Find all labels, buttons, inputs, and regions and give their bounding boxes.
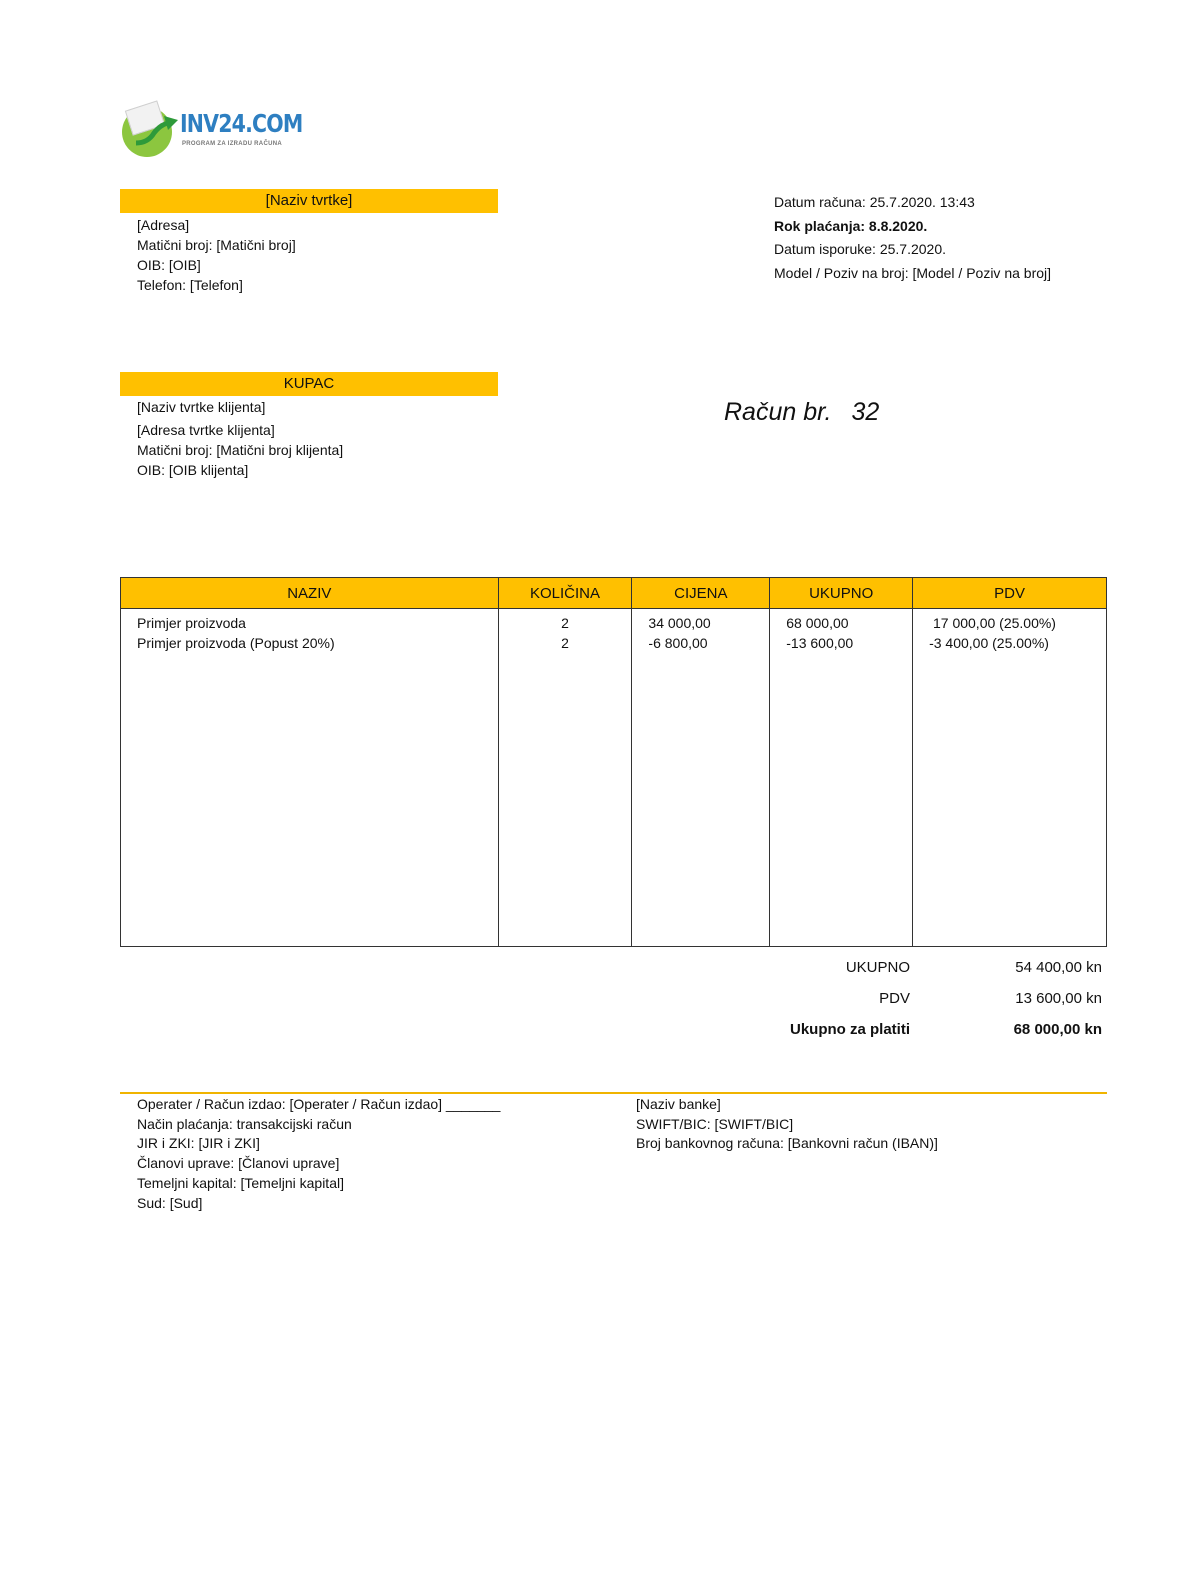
subtotal-row bbox=[700, 952, 1102, 983]
vat-value: 13 600,00 kn bbox=[1015, 990, 1102, 1007]
name-column bbox=[121, 609, 499, 947]
seller-title: [Naziv tvrtke] bbox=[120, 189, 498, 213]
item-vat: 17 000,00 (25.00%) bbox=[929, 615, 1056, 631]
items-table-header bbox=[121, 578, 1107, 609]
item-name: Primjer proizvoda (Popust 20%) bbox=[137, 635, 335, 651]
logo-tagline: PROGRAM ZA IZRADU RAČUNA bbox=[182, 141, 282, 147]
item-quantity: 2 bbox=[561, 615, 569, 631]
grand-total-row bbox=[700, 1014, 1102, 1045]
buyer-company-name: [Naziv tvrtke klijenta] bbox=[137, 399, 266, 415]
payment-method: Način plaćanja: transakcijski račun bbox=[137, 1115, 352, 1132]
footer-bank-info bbox=[636, 1095, 938, 1154]
header-vat: PDV bbox=[913, 578, 1107, 609]
seller-details bbox=[137, 215, 296, 295]
items-table-body bbox=[121, 609, 1107, 947]
item-total: -13 600,00 bbox=[786, 635, 854, 651]
grand-total-label: Ukupno za platiti bbox=[790, 1021, 910, 1038]
seller-address: [Adresa] bbox=[137, 217, 190, 233]
items-table bbox=[120, 577, 1107, 947]
payment-due-date: Rok plaćanja: 8.8.2020. bbox=[774, 217, 928, 234]
invoice-number-label: Račun br. bbox=[724, 398, 832, 426]
jir-zki: JIR i ZKI: [JIR i ZKI] bbox=[137, 1135, 260, 1152]
logo-brand-text: INV24.COM bbox=[180, 109, 303, 138]
price-column bbox=[632, 609, 770, 947]
delivery-date: Datum isporuke: 25.7.2020. bbox=[774, 241, 946, 257]
header-quantity: KOLIČINA bbox=[498, 578, 632, 609]
footer-company-info bbox=[137, 1095, 500, 1213]
court: Sud: [Sud] bbox=[137, 1194, 203, 1211]
vat-row bbox=[700, 983, 1102, 1014]
invoice-number: 32 bbox=[851, 398, 880, 426]
company-logo bbox=[122, 103, 303, 155]
item-vat: -3 400,00 (25.00%) bbox=[929, 635, 1049, 651]
invoice-date: Datum računa: 25.7.2020. 13:43 bbox=[774, 194, 975, 210]
item-quantity: 2 bbox=[561, 635, 569, 651]
bank-name: [Naziv banke] bbox=[636, 1096, 721, 1112]
bank-account: Broj bankovnog računa: [Bankovni račun (IBAN)] bbox=[636, 1135, 938, 1152]
seller-registration-number: Matični broj: [Matični broj] bbox=[137, 237, 296, 253]
totals-summary bbox=[700, 952, 1102, 1045]
buyer-oib: OIB: [OIB klijenta] bbox=[137, 462, 249, 478]
vat-column bbox=[913, 609, 1107, 947]
item-total: 68 000,00 bbox=[786, 615, 849, 631]
grand-total-value: 68 000,00 kn bbox=[1013, 1021, 1102, 1038]
quantity-column bbox=[498, 609, 632, 947]
footer-divider bbox=[120, 1092, 1107, 1094]
buyer-registration-number: Matični broj: [Matični broj klijenta] bbox=[137, 442, 344, 458]
operator: Operater / Račun izdao: [Operater / Račun izdao] _______ bbox=[137, 1096, 501, 1112]
header-price: CIJENA bbox=[632, 578, 770, 609]
board-members: Članovi uprave: [Članovi uprave] bbox=[137, 1155, 340, 1172]
vat-label: PDV bbox=[879, 990, 910, 1007]
subtotal-value: 54 400,00 kn bbox=[1015, 959, 1102, 976]
item-name: Primjer proizvoda bbox=[137, 615, 246, 631]
seller-oib: OIB: [OIB] bbox=[137, 257, 201, 273]
buyer-details bbox=[137, 397, 343, 480]
item-price: 34 000,00 bbox=[648, 615, 711, 631]
total-column bbox=[770, 609, 913, 947]
share-capital: Temeljni kapital: [Temeljni kapital] bbox=[137, 1174, 344, 1191]
growth-arrow-icon bbox=[134, 113, 180, 149]
subtotal-label: UKUPNO bbox=[845, 959, 910, 976]
invoice-meta bbox=[774, 191, 1051, 285]
item-price: -6 800,00 bbox=[648, 635, 708, 651]
header-total: UKUPNO bbox=[770, 578, 913, 609]
buyer-address: [Adresa tvrtke klijenta] bbox=[137, 422, 275, 438]
swift-bic: SWIFT/BIC: [SWIFT/BIC] bbox=[636, 1115, 794, 1132]
header-name: NAZIV bbox=[121, 578, 499, 609]
payment-reference: Model / Poziv na broj: [Model / Poziv na broj] bbox=[774, 264, 1052, 281]
seller-phone: Telefon: [Telefon] bbox=[137, 277, 243, 293]
buyer-title: KUPAC bbox=[120, 372, 498, 396]
invoice-number-heading bbox=[724, 398, 879, 427]
